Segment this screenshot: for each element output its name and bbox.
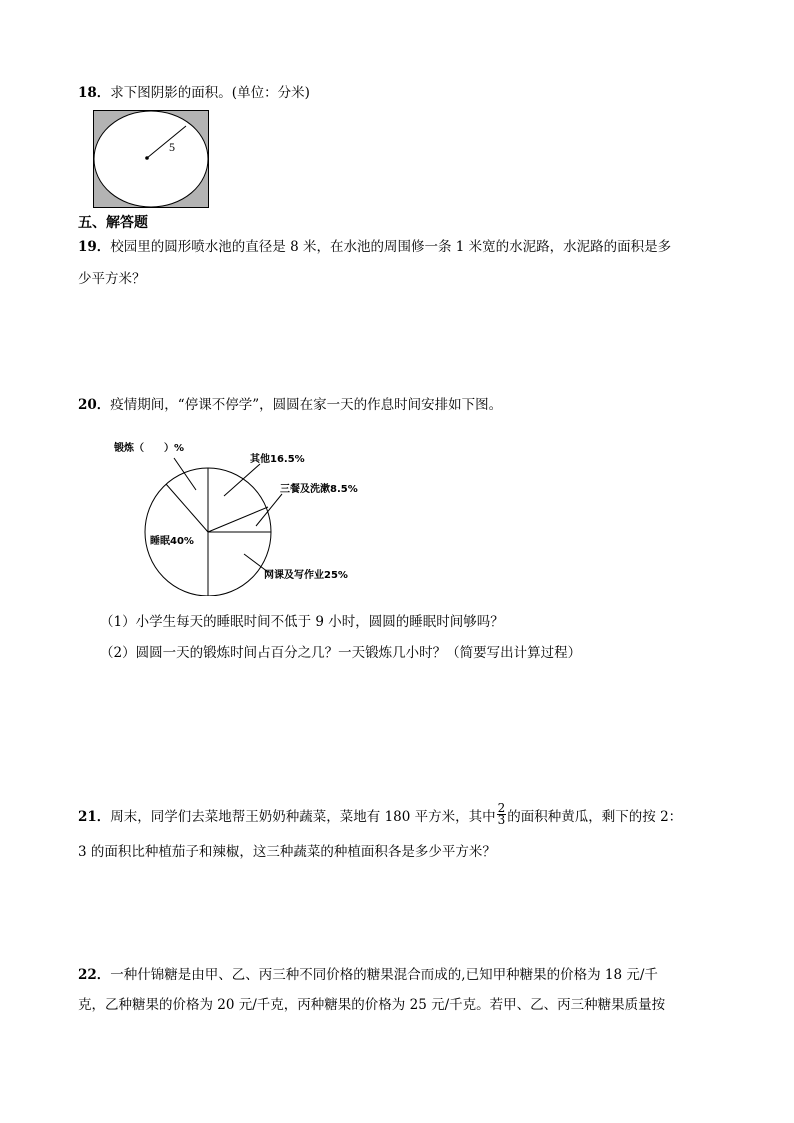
q20-pie-chart [110,436,380,596]
q19-line2: 少平方米？ [78,271,146,287]
label-exercise: 锻炼（ ）% [114,443,185,454]
label-meals: 三餐及洗漱8.5% [280,484,358,495]
q22-line1 [78,966,658,984]
q21-text-a: 周末，同学们去菜地帮王奶奶种蔬菜，菜地有 180 平方米，其中 [110,809,496,825]
q21-text-b: 的面积种黄瓜，剩下的按 2： [507,809,683,825]
q21-line2: 3 的面积比种植茄子和辣椒，这三种蔬菜的种植面积各是多少平方米？ [78,844,496,860]
q21-line1 [78,801,683,829]
pie-divider-exercise-sleep [166,484,208,532]
leader-exercise [174,458,196,490]
q20-prompt: 疫情期间，“停课不停学”，圆圆在家一天的作息时间安排如下图。 [110,397,503,413]
label-sleep: 睡眠40% [150,536,194,547]
q21-number: 21． [78,809,111,825]
q22-number: 22． [78,967,111,983]
fraction-denominator: 3 [497,813,506,827]
q18-circle [94,111,208,207]
q18-prompt: 求下图阴影的面积。(单位：分米) [110,85,310,101]
label-other: 其他16.5% [250,454,305,465]
q18-figure [93,110,209,208]
fraction-two-thirds [497,803,507,826]
section-title: 五、解答题 [78,215,148,231]
q18-center-dot [145,156,149,160]
q20-text [78,396,502,414]
pie-divider-other-meals [208,507,268,532]
label-online: 网课及写作业25% [264,570,348,581]
q19-number: 19． [78,239,111,255]
q20-sub1: （1）小学生每天的睡眠时间不低于 9 小时，圆圆的睡眠时间够吗？ [100,614,504,630]
q18-radius-label: 5 [169,140,175,154]
q18-text [78,84,310,102]
q20-number: 20． [78,397,111,413]
q19-text-line1: 校园里的圆形喷水池的直径是 8 米，在水池的周围修一条 1 米宽的水泥路，水泥路的面积是多 [110,239,672,255]
q18-number: 18． [78,85,111,101]
fraction-numerator: 2 [497,801,506,815]
q19-line1 [78,238,671,256]
q22-line2: 克，乙种糖果的价格为 20 元/千克，丙种糖果的价格为 25 元/千克。若甲、乙、丙三种糖果质量按 [78,997,666,1013]
q22-text-line1: 一种什锦糖是由甲、乙、丙三种不同价格的糖果混合而成的,已知甲种糖果的价格为 18 元/千 [110,967,658,983]
q20-sub2: （2）圆圆一天的锻炼时间占百分之几？一天锻炼几小时？（简要写出计算过程） [100,645,582,661]
leader-other [224,464,260,496]
